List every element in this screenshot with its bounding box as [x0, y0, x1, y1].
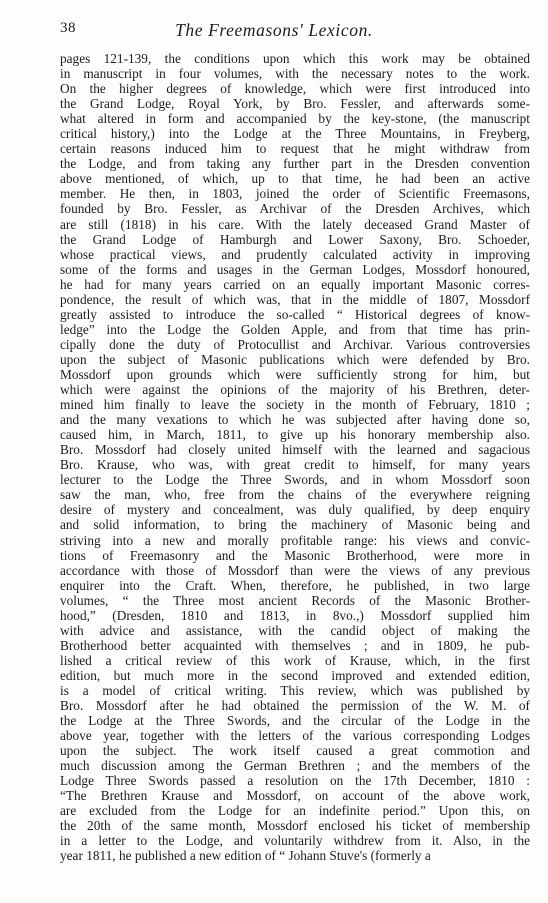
text-line: year 1811, he published a new edition of “ Johann Stuve's (formerly a	[60, 848, 431, 864]
text-line: critical history,) into the Lodge at the Three Mountains, in Freyberg,	[60, 126, 530, 142]
text-line: upon the subject of Masonic publications which were defended by Bro.	[60, 351, 530, 367]
text-line: some of the forms and usages in the German Lodges, Mossdorf honoured,	[60, 261, 530, 277]
text-line: “The Brethren Krause and Mossdorf, on account of the above work,	[60, 788, 530, 804]
text-line: accordance with those of Mossdorf than were the views of any previous	[60, 562, 530, 578]
text-line: certain reasons induced him to request that he might withdraw from	[60, 141, 530, 157]
text-line: Lodge Three Swords passed a resolution on the 17th December, 1810 :	[60, 773, 530, 789]
text-line: enquirer into the Craft. When, therefore, he published, in two large	[60, 577, 530, 593]
text-line: lecturer to the Lodge the Three Swords, and in whom Mossdorf soon	[60, 472, 530, 488]
text-line: Bro. Mossdorf had closely united himself with the learned and sagacious	[60, 442, 530, 458]
text-line: mined him finally to leave the society in the month of February, 1810 ;	[60, 397, 530, 413]
text-line: the Grand Lodge, Royal York, by Bro. Fessler, and afterwards some-	[60, 96, 530, 112]
text-line: desire of mystery and concealment, was duly qualified, by deep enquiry	[60, 502, 530, 518]
text-line: cipally done the duty of Protocullist and Archivar. Various controversies	[60, 336, 530, 352]
text-line: in manuscript in four volumes, with the necessary notes to the work.	[60, 66, 530, 82]
text-line: what altered in form and accompanied by the key-stone, (the manuscript	[60, 111, 530, 127]
text-line: volumes, “ the Three most ancient Records of the Masonic Brother-	[60, 592, 530, 608]
text-line: in a letter to the Lodge, and voluntarily withdrew from it. Also, in the	[60, 833, 530, 849]
text-line: tions of Freemasonry and the Masonic Brotherhood, were more in	[60, 547, 530, 563]
text-line: caused him, in March, 1811, to give up his honorary membership also.	[60, 427, 530, 443]
text-line: are excluded from the Lodge for an indefinite period.” Upon this, on	[60, 803, 530, 819]
text-line: the Lodge, and from taking any further part in the Dresden convention	[60, 156, 530, 172]
text-line: edition, but much more in the second improved and extended edition,	[60, 667, 530, 683]
body-text	[60, 51, 530, 864]
text-line: hood,” (Dresden, 1810 and 1813, in 8vo.,) Mossdorf supplied him	[60, 607, 530, 623]
text-line: Brotherhood better acquainted with themselves ; and in 1809, he pub-	[60, 637, 530, 653]
text-line: On the higher degrees of knowledge, which were first introduced into	[60, 81, 530, 97]
text-line: above mentioned, of which, up to that time, he had been an active	[60, 171, 530, 187]
text-line: pondence, the result of which was, that in the middle of 1807, Mossdorf	[60, 291, 530, 307]
text-line: greatly assisted to introduce the so-called “ Historical degrees of know-	[60, 306, 530, 322]
text-line: pages 121-139, the conditions upon which this work may be obtained	[60, 51, 530, 66]
text-line: is a model of critical writing. This review, which was published by	[60, 682, 530, 698]
text-line: the Grand Lodge of Hamburgh and Lower Saxony, Bro. Schoeder,	[60, 231, 530, 247]
text-line: much discussion among the German Brethren ; and the members of the	[60, 758, 530, 774]
text-line: Bro. Krause, who was, with great credit to himself, for many years	[60, 457, 530, 473]
text-line: the 20th of the same month, Mossdorf enclosed his ticket of membership	[60, 818, 530, 834]
page-number: 38	[60, 20, 76, 36]
text-line: Mossdorf upon grounds which were sufficiently strong for him, but	[60, 366, 530, 382]
text-line: member. He then, in 1803, joined the order of Scientific Freemasons,	[60, 186, 530, 202]
text-line: and solid information, to bring the machinery of Masonic being and	[60, 517, 530, 533]
text-line: lished a critical review of this work of Krause, which, in the first	[60, 652, 530, 668]
text-line: the Lodge at the Three Swords, and the circular of the Lodge in the	[60, 713, 530, 729]
text-line: whose practical views, and prudently calculated activity in improving	[60, 246, 530, 262]
running-title: The Freemasons' Lexicon.	[175, 20, 373, 40]
text-line: and the many vexations to which he was subjected after having done so,	[60, 412, 530, 428]
page-header	[0, 20, 548, 40]
text-line: ledge” into the Lodge the Golden Apple, and from that time has prin-	[60, 321, 530, 337]
text-line: striving into a new and morally profitable range: his views and convic-	[60, 532, 530, 548]
text-line: founded by Bro. Fessler, as Archivar of the Dresden Archives, which	[60, 201, 530, 217]
text-line: above year, together with the letters of the various corresponding Lodges	[60, 728, 530, 744]
text-line: are still (1818) in his care. With the lately deceased Grand Master of	[60, 216, 530, 232]
text-line: Bro. Mossdorf after he had obtained the permission of the W. M. of	[60, 698, 530, 714]
text-line: he had for many years carried on an equally important Masonic corres-	[60, 276, 530, 292]
text-line: which were against the opinions of the majority of his Brethren, deter-	[60, 382, 530, 398]
text-line: with advice and assistance, with the candid object of making the	[60, 622, 530, 638]
text-line: upon the subject. The work itself caused a great commotion and	[60, 743, 530, 759]
text-line: saw the man, who, free from the chains of the everywhere reigning	[60, 487, 530, 503]
